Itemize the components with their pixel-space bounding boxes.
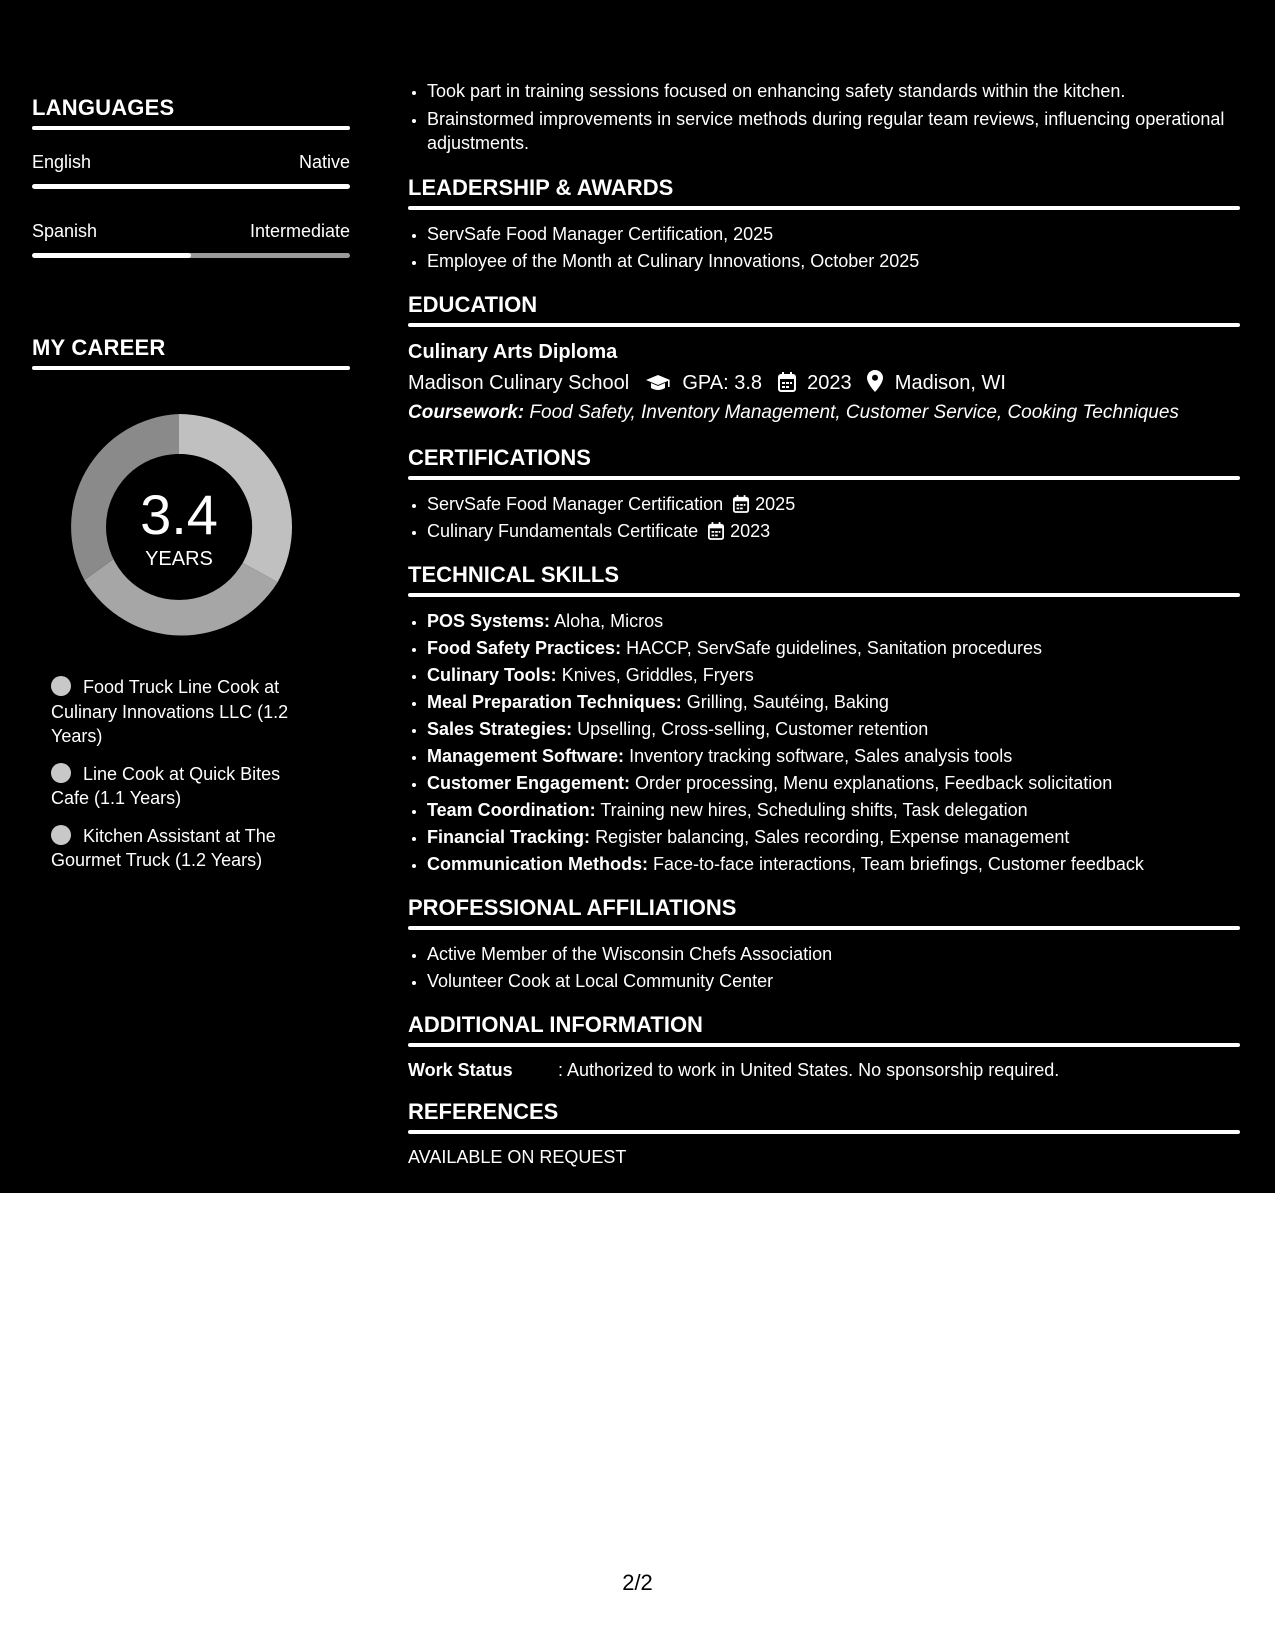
- calendar-icon: [733, 495, 749, 513]
- education-degree: Culinary Arts Diploma: [408, 341, 618, 363]
- language-name: English: [32, 152, 92, 172]
- career-dot-icon: [51, 676, 71, 696]
- affiliations-list: [408, 941, 1240, 995]
- education-year: 2023: [807, 372, 852, 394]
- career-years-unit: YEARS: [145, 548, 213, 570]
- skill-item: • Management Software: Inventory tracking software, Sales analysis tools: [427, 743, 1240, 770]
- certifications-list: [408, 491, 1240, 545]
- location-pin-icon: [867, 370, 883, 392]
- work-status-row: [408, 1058, 1240, 1082]
- coursework-label: Coursework:: [408, 402, 525, 423]
- work-status-value: : Authorized to work in United States. No sponsorship required.: [558, 1060, 1060, 1080]
- education-heading: EDUCATION: [408, 292, 538, 317]
- career-list: [51, 675, 313, 886]
- affiliation-item: • Active Member of the Wisconsin Chefs Association: [427, 941, 1240, 968]
- certifications-heading: CERTIFICATIONS: [408, 445, 591, 470]
- page-number: 2/2: [622, 1570, 653, 1595]
- language-level: Intermediate: [249, 221, 350, 241]
- additional-section: [408, 1011, 1240, 1082]
- skill-item: • Food Safety Practices: HACCP, ServSafe guidelines, Sanitation procedures: [427, 635, 1240, 662]
- education-meta: [408, 368, 1240, 398]
- skill-item: • Meal Preparation Techniques: Grilling, Sautéing, Baking: [427, 689, 1240, 716]
- section-rule: [408, 593, 1240, 597]
- career-dot-icon: [51, 825, 71, 845]
- language-level: Native: [298, 152, 350, 172]
- languages-heading-rule: [32, 126, 350, 130]
- calendar-icon: [708, 522, 724, 540]
- certification-item: • Culinary Fundamentals Certificate 2023: [427, 518, 1240, 545]
- language-english: [32, 152, 350, 173]
- main-content: [408, 0, 1240, 1169]
- languages-heading: LANGUAGES: [32, 95, 175, 120]
- language-spanish-bar: [32, 253, 350, 258]
- section-rule: [408, 926, 1240, 930]
- career-item: Kitchen Assistant at The Gourmet Truck (1.2 Years): [51, 825, 276, 870]
- calendar-icon: [778, 372, 796, 392]
- language-spanish: [32, 221, 350, 242]
- language-name: Spanish: [32, 221, 98, 241]
- skill-item: • Sales Strategies: Upselling, Cross-selling, Customer retention: [427, 716, 1240, 743]
- coursework-value: Food Safety, Inventory Management, Customer Service, Cooking Techniques: [529, 402, 1179, 423]
- work-status-label: Work Status: [408, 1060, 513, 1080]
- language-spanish-bar-fill: [32, 253, 191, 258]
- leadership-item: • Employee of the Month at Culinary Innovations, October 2025: [427, 248, 1240, 275]
- education-section: [408, 291, 1240, 428]
- experience-bullet: • Took part in training sessions focused on enhancing safety standards within the kitchen.: [427, 79, 1240, 103]
- skill-item: • POS Systems: Aloha, Micros: [427, 608, 1240, 635]
- section-rule: [408, 206, 1240, 210]
- education-gpa: GPA: 3.8: [682, 372, 763, 394]
- skill-item: • Culinary Tools: Knives, Griddles, Fryers: [427, 662, 1240, 689]
- skills-heading: TECHNICAL SKILLS: [408, 562, 620, 587]
- career-item: Food Truck Line Cook at Culinary Innovations LLC (1.2 Years): [51, 677, 289, 746]
- additional-heading: ADDITIONAL INFORMATION: [408, 1012, 703, 1037]
- affiliation-item: • Volunteer Cook at Local Community Center: [427, 968, 1240, 995]
- sidebar: [0, 0, 378, 1193]
- career-years-value: 3.4: [140, 483, 218, 546]
- affiliations-heading: PROFESSIONAL AFFILIATIONS: [408, 895, 737, 920]
- section-rule: [408, 1130, 1240, 1134]
- graduation-cap-icon: [645, 374, 671, 392]
- skill-item: • Financial Tracking: Register balancing, Sales recording, Expense management: [427, 824, 1240, 851]
- certification-item: • ServSafe Food Manager Certification 2025: [427, 491, 1240, 518]
- language-english-bar-fill: [32, 184, 350, 189]
- section-rule: [408, 1043, 1240, 1047]
- leadership-heading: LEADERSHIP & AWARDS: [408, 175, 674, 200]
- skills-list: [408, 608, 1240, 878]
- references-heading: REFERENCES: [408, 1099, 559, 1124]
- leadership-item: • ServSafe Food Manager Certification, 2025: [427, 221, 1240, 248]
- experience-bullet: • Brainstormed improvements in service methods during regular team reviews, influencing operational adjustments.: [427, 107, 1240, 155]
- experience-bullets: [408, 79, 1240, 155]
- skills-section: [408, 561, 1240, 878]
- references-section: [408, 1098, 1240, 1169]
- skill-item: • Communication Methods: Face-to-face interactions, Team briefings, Customer feedback: [427, 851, 1240, 878]
- affiliations-section: [408, 894, 1240, 995]
- career-heading-rule: [32, 366, 350, 370]
- section-rule: [408, 323, 1240, 327]
- section-rule: [408, 476, 1240, 480]
- certifications-section: [408, 444, 1240, 545]
- career-item: Line Cook at Quick Bites Cafe (1.1 Years): [51, 763, 281, 808]
- career-heading: MY CAREER: [32, 335, 166, 360]
- education-location: Madison, WI: [894, 372, 1006, 394]
- references-text: AVAILABLE ON REQUEST: [408, 1147, 627, 1167]
- education-coursework: [408, 398, 1240, 428]
- leadership-list: [408, 221, 1240, 275]
- skill-item: • Customer Engagement: Order processing, Menu explanations, Feedback solicitation: [427, 770, 1240, 797]
- career-dot-icon: [51, 763, 71, 783]
- education-school: Madison Culinary School: [408, 372, 630, 394]
- skill-item: • Team Coordination: Training new hires, Scheduling shifts, Task delegation: [427, 797, 1240, 824]
- leadership-section: [408, 174, 1240, 275]
- language-english-bar: [32, 184, 350, 189]
